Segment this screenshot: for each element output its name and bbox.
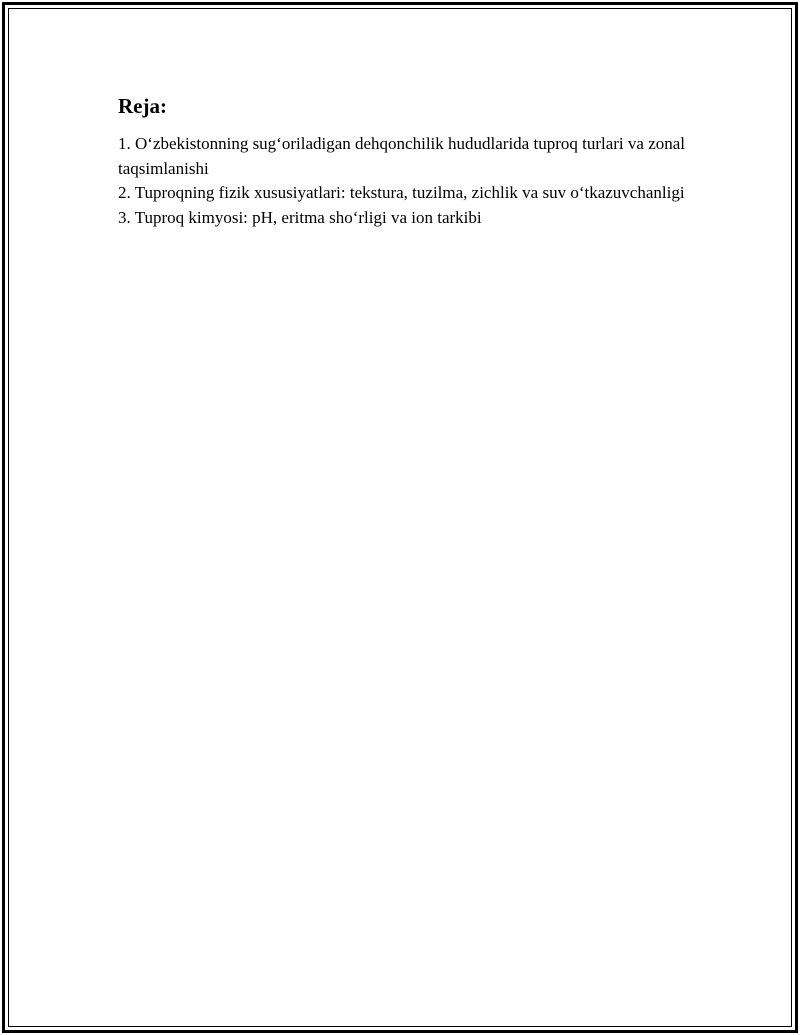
plan-section xyxy=(118,92,698,230)
plan-heading: Reja: xyxy=(118,94,167,118)
plan-item-3: 3. Tuproq kimyosi: pH, eritma sho‘rligi va ion tarkibi xyxy=(118,207,482,227)
plan-list xyxy=(118,132,698,230)
plan-item-1: 1. O‘zbekistonning sug‘oriladigan dehqonchilik hududlarida tuproq turlari va zonal taqsimlanishi xyxy=(118,134,686,178)
plan-item-2: 2. Tuproqning fizik xususiyatlari: tekstura, tuzilma, zichlik va suv o‘tkazuvchanligi xyxy=(118,183,685,202)
